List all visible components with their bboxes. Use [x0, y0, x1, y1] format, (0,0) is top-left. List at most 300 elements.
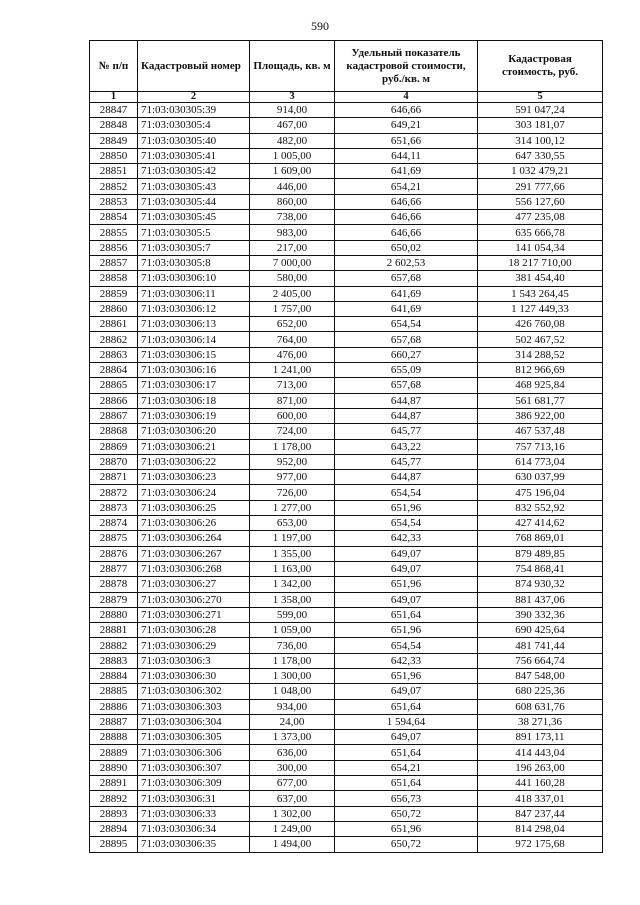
cell-cadastral-value: 757 713,16 [478, 439, 603, 454]
table-row [90, 240, 603, 255]
table-row [90, 164, 603, 179]
cell-cadastral-value: 468 925,84 [478, 378, 603, 393]
cell-area: 860,00 [250, 194, 335, 209]
cell-specific-value: 642,33 [335, 531, 478, 546]
cell-cadastral-number: 71:03:030305:43 [138, 179, 250, 194]
cell-specific-value: 654,21 [335, 760, 478, 775]
cell-cadastral-number: 71:03:030306:17 [138, 378, 250, 393]
cell-row-number: 28878 [90, 577, 138, 592]
cell-cadastral-value: 386 922,00 [478, 408, 603, 423]
header-row [90, 41, 603, 92]
cell-cadastral-value: 426 760,08 [478, 317, 603, 332]
cell-row-number: 28866 [90, 393, 138, 408]
cell-area: 726,00 [250, 485, 335, 500]
cell-area: 1 197,00 [250, 531, 335, 546]
cell-cadastral-number: 71:03:030306:29 [138, 638, 250, 653]
table-row [90, 638, 603, 653]
cell-cadastral-number: 71:03:030305:45 [138, 210, 250, 225]
cell-specific-value: 651,96 [335, 668, 478, 683]
table-row [90, 332, 603, 347]
cell-cadastral-value: 475 196,04 [478, 485, 603, 500]
cell-area: 983,00 [250, 225, 335, 240]
cell-area: 1 373,00 [250, 730, 335, 745]
cell-cadastral-number: 71:03:030306:268 [138, 561, 250, 576]
cell-cadastral-number: 71:03:030306:28 [138, 623, 250, 638]
cell-specific-value: 651,64 [335, 776, 478, 791]
cell-specific-value: 646,66 [335, 194, 478, 209]
cell-cadastral-number: 71:03:030306:302 [138, 684, 250, 699]
cell-cadastral-value: 441 160,28 [478, 776, 603, 791]
table-row [90, 378, 603, 393]
table-row [90, 714, 603, 729]
cell-cadastral-value: 756 664,74 [478, 653, 603, 668]
cell-row-number: 28862 [90, 332, 138, 347]
cell-specific-value: 649,21 [335, 118, 478, 133]
cell-specific-value: 649,07 [335, 561, 478, 576]
table-row [90, 668, 603, 683]
cell-cadastral-value: 303 181,07 [478, 118, 603, 133]
cell-cadastral-number: 71:03:030306:21 [138, 439, 250, 454]
cell-cadastral-value: 502 467,52 [478, 332, 603, 347]
table-row [90, 317, 603, 332]
table-row [90, 363, 603, 378]
cell-cadastral-number: 71:03:030306:264 [138, 531, 250, 546]
cell-cadastral-value: 614 773,04 [478, 454, 603, 469]
cell-specific-value: 651,64 [335, 607, 478, 622]
cell-cadastral-number: 71:03:030306:30 [138, 668, 250, 683]
cell-cadastral-value: 418 337,01 [478, 791, 603, 806]
cell-area: 724,00 [250, 424, 335, 439]
cell-cadastral-value: 314 100,12 [478, 133, 603, 148]
table-row [90, 485, 603, 500]
cell-cadastral-number: 71:03:030305:5 [138, 225, 250, 240]
cell-area: 599,00 [250, 607, 335, 622]
cell-cadastral-number: 71:03:030306:22 [138, 454, 250, 469]
cell-area: 653,00 [250, 516, 335, 531]
cell-specific-value: 641,69 [335, 301, 478, 316]
cell-row-number: 28887 [90, 714, 138, 729]
cell-specific-value: 651,96 [335, 500, 478, 515]
cell-cadastral-number: 71:03:030305:42 [138, 164, 250, 179]
cell-cadastral-number: 71:03:030306:31 [138, 791, 250, 806]
cell-row-number: 28861 [90, 317, 138, 332]
cell-area: 1 048,00 [250, 684, 335, 699]
cell-row-number: 28857 [90, 255, 138, 270]
cell-cadastral-number: 71:03:030306:16 [138, 363, 250, 378]
cell-area: 1 302,00 [250, 806, 335, 821]
cell-cadastral-number: 71:03:030305:7 [138, 240, 250, 255]
table-row [90, 699, 603, 714]
cell-specific-value: 645,77 [335, 424, 478, 439]
cell-row-number: 28881 [90, 623, 138, 638]
cell-cadastral-value: 196 263,00 [478, 760, 603, 775]
cell-area: 764,00 [250, 332, 335, 347]
cell-specific-value: 654,54 [335, 638, 478, 653]
cell-cadastral-value: 1 543 264,45 [478, 286, 603, 301]
cell-specific-value: 651,96 [335, 577, 478, 592]
cell-specific-value: 645,77 [335, 454, 478, 469]
table-row [90, 286, 603, 301]
cell-area: 1 059,00 [250, 623, 335, 638]
column-number: 3 [250, 92, 335, 103]
cell-row-number: 28870 [90, 454, 138, 469]
cell-row-number: 28859 [90, 286, 138, 301]
cell-row-number: 28858 [90, 271, 138, 286]
cell-cadastral-number: 71:03:030306:35 [138, 837, 250, 852]
cell-area: 1 300,00 [250, 668, 335, 683]
cell-cadastral-number: 71:03:030305:40 [138, 133, 250, 148]
header-cadastral-value: Кадастровая стоимость, руб. [478, 41, 603, 92]
cell-specific-value: 649,07 [335, 730, 478, 745]
cell-specific-value: 642,33 [335, 653, 478, 668]
cell-cadastral-number: 71:03:030306:33 [138, 806, 250, 821]
table-row [90, 760, 603, 775]
cell-cadastral-value: 414 443,04 [478, 745, 603, 760]
column-number: 5 [478, 92, 603, 103]
cell-cadastral-value: 768 869,01 [478, 531, 603, 546]
cell-cadastral-value: 635 666,78 [478, 225, 603, 240]
cell-row-number: 28886 [90, 699, 138, 714]
cell-cadastral-value: 680 225,36 [478, 684, 603, 699]
table-row [90, 225, 603, 240]
cell-specific-value: 657,68 [335, 378, 478, 393]
cell-row-number: 28875 [90, 531, 138, 546]
cell-row-number: 28872 [90, 485, 138, 500]
cell-specific-value: 651,96 [335, 821, 478, 836]
cell-row-number: 28880 [90, 607, 138, 622]
cell-specific-value: 651,64 [335, 699, 478, 714]
cell-cadastral-value: 427 414,62 [478, 516, 603, 531]
cell-row-number: 28885 [90, 684, 138, 699]
cell-specific-value: 649,07 [335, 546, 478, 561]
cell-row-number: 28855 [90, 225, 138, 240]
cell-area: 476,00 [250, 347, 335, 362]
cell-cadastral-number: 71:03:030306:26 [138, 516, 250, 531]
cell-cadastral-number: 71:03:030306:304 [138, 714, 250, 729]
cell-cadastral-value: 141 054,34 [478, 240, 603, 255]
cell-area: 636,00 [250, 745, 335, 760]
table-row [90, 776, 603, 791]
cell-cadastral-number: 71:03:030306:13 [138, 317, 250, 332]
cell-cadastral-value: 381 454,40 [478, 271, 603, 286]
cell-specific-value: 646,66 [335, 103, 478, 118]
cell-cadastral-number: 71:03:030305:41 [138, 148, 250, 163]
cell-cadastral-value: 38 271,36 [478, 714, 603, 729]
header-row-number: № п/п [90, 41, 138, 92]
cell-area: 1 005,00 [250, 148, 335, 163]
cell-row-number: 28867 [90, 408, 138, 423]
cell-row-number: 28848 [90, 118, 138, 133]
cell-cadastral-value: 874 930,32 [478, 577, 603, 592]
table-row [90, 301, 603, 316]
cell-cadastral-value: 832 552,92 [478, 500, 603, 515]
cell-area: 580,00 [250, 271, 335, 286]
cadastral-value-table [89, 40, 603, 853]
table-row [90, 347, 603, 362]
cell-cadastral-number: 71:03:030306:15 [138, 347, 250, 362]
cell-row-number: 28853 [90, 194, 138, 209]
cell-cadastral-value: 881 437,06 [478, 592, 603, 607]
cell-cadastral-value: 591 047,24 [478, 103, 603, 118]
table-row [90, 179, 603, 194]
cell-cadastral-number: 71:03:030306:303 [138, 699, 250, 714]
cell-row-number: 28851 [90, 164, 138, 179]
cell-area: 1 342,00 [250, 577, 335, 592]
cell-cadastral-value: 467 537,48 [478, 424, 603, 439]
cell-area: 300,00 [250, 760, 335, 775]
cell-cadastral-number: 71:03:030306:14 [138, 332, 250, 347]
cell-cadastral-number: 71:03:030306:18 [138, 393, 250, 408]
cell-row-number: 28892 [90, 791, 138, 806]
cell-row-number: 28876 [90, 546, 138, 561]
cell-area: 1 178,00 [250, 439, 335, 454]
cell-area: 736,00 [250, 638, 335, 653]
cell-area: 1 494,00 [250, 837, 335, 852]
cell-row-number: 28891 [90, 776, 138, 791]
cell-row-number: 28884 [90, 668, 138, 683]
cell-specific-value: 651,64 [335, 745, 478, 760]
cell-area: 637,00 [250, 791, 335, 806]
page-number: 590 [311, 19, 329, 33]
column-number-row [90, 92, 603, 103]
cell-area: 952,00 [250, 454, 335, 469]
cell-cadastral-value: 556 127,60 [478, 194, 603, 209]
cell-area: 467,00 [250, 118, 335, 133]
column-number: 2 [138, 92, 250, 103]
cell-specific-value: 654,54 [335, 516, 478, 531]
cell-specific-value: 646,66 [335, 210, 478, 225]
cell-cadastral-value: 812 966,69 [478, 363, 603, 378]
cell-cadastral-value: 847 548,00 [478, 668, 603, 683]
cell-area: 446,00 [250, 179, 335, 194]
cell-specific-value: 650,72 [335, 806, 478, 821]
cell-area: 1 163,00 [250, 561, 335, 576]
cell-row-number: 28893 [90, 806, 138, 821]
cell-row-number: 28850 [90, 148, 138, 163]
cell-area: 652,00 [250, 317, 335, 332]
cell-row-number: 28849 [90, 133, 138, 148]
cell-cadastral-value: 314 288,52 [478, 347, 603, 362]
cell-cadastral-number: 71:03:030306:270 [138, 592, 250, 607]
cell-specific-value: 644,11 [335, 148, 478, 163]
cell-area: 1 249,00 [250, 821, 335, 836]
cell-cadastral-value: 608 631,76 [478, 699, 603, 714]
cell-cadastral-value: 754 868,41 [478, 561, 603, 576]
table-row [90, 210, 603, 225]
cell-cadastral-number: 71:03:030305:39 [138, 103, 250, 118]
table-row [90, 607, 603, 622]
cell-cadastral-number: 71:03:030306:306 [138, 745, 250, 760]
cell-area: 934,00 [250, 699, 335, 714]
cell-row-number: 28890 [90, 760, 138, 775]
cell-row-number: 28854 [90, 210, 138, 225]
table-row [90, 439, 603, 454]
column-number: 4 [335, 92, 478, 103]
cell-specific-value: 654,21 [335, 179, 478, 194]
cell-row-number: 28860 [90, 301, 138, 316]
cell-specific-value: 644,87 [335, 408, 478, 423]
cell-row-number: 28852 [90, 179, 138, 194]
table-row [90, 516, 603, 531]
header-specific-value: Удельный показатель кадастровой стоимости, руб./кв. м [335, 41, 478, 92]
cell-cadastral-number: 71:03:030306:12 [138, 301, 250, 316]
table-row [90, 271, 603, 286]
table-row [90, 133, 603, 148]
cell-area: 1 609,00 [250, 164, 335, 179]
cell-cadastral-number: 71:03:030306:34 [138, 821, 250, 836]
cell-cadastral-value: 972 175,68 [478, 837, 603, 852]
cell-row-number: 28889 [90, 745, 138, 760]
cell-row-number: 28863 [90, 347, 138, 362]
cell-cadastral-number: 71:03:030306:3 [138, 653, 250, 668]
cell-cadastral-value: 481 741,44 [478, 638, 603, 653]
table-row [90, 684, 603, 699]
cell-area: 1 358,00 [250, 592, 335, 607]
table-body [90, 103, 603, 853]
table-row [90, 194, 603, 209]
cell-row-number: 28873 [90, 500, 138, 515]
cell-cadastral-number: 71:03:030305:8 [138, 255, 250, 270]
cell-area: 914,00 [250, 103, 335, 118]
cell-cadastral-value: 647 330,55 [478, 148, 603, 163]
cell-specific-value: 660,27 [335, 347, 478, 362]
cell-cadastral-value: 879 489,85 [478, 546, 603, 561]
cell-cadastral-value: 561 681,77 [478, 393, 603, 408]
cell-cadastral-number: 71:03:030306:307 [138, 760, 250, 775]
cell-specific-value: 656,73 [335, 791, 478, 806]
cell-specific-value: 654,54 [335, 317, 478, 332]
cell-cadastral-value: 814 298,04 [478, 821, 603, 836]
cell-area: 24,00 [250, 714, 335, 729]
cell-cadastral-value: 477 235,08 [478, 210, 603, 225]
cell-specific-value: 655,09 [335, 363, 478, 378]
table-row [90, 745, 603, 760]
cell-cadastral-value: 18 217 710,00 [478, 255, 603, 270]
cell-area: 677,00 [250, 776, 335, 791]
cell-area: 1 241,00 [250, 363, 335, 378]
cell-row-number: 28882 [90, 638, 138, 653]
cell-cadastral-number: 71:03:030306:305 [138, 730, 250, 745]
table-row [90, 255, 603, 270]
cell-area: 1 757,00 [250, 301, 335, 316]
table-row [90, 424, 603, 439]
cell-cadastral-value: 390 332,36 [478, 607, 603, 622]
cell-specific-value: 657,68 [335, 271, 478, 286]
table-row [90, 623, 603, 638]
cell-cadastral-number: 71:03:030306:23 [138, 470, 250, 485]
table-row [90, 118, 603, 133]
table-row [90, 103, 603, 118]
table-row [90, 791, 603, 806]
table-row [90, 531, 603, 546]
cell-specific-value: 646,66 [335, 225, 478, 240]
cell-specific-value: 650,72 [335, 837, 478, 852]
cell-row-number: 28894 [90, 821, 138, 836]
cell-specific-value: 657,68 [335, 332, 478, 347]
cell-row-number: 28847 [90, 103, 138, 118]
cell-row-number: 28877 [90, 561, 138, 576]
table-row [90, 577, 603, 592]
cell-row-number: 28871 [90, 470, 138, 485]
column-number: 1 [90, 92, 138, 103]
cell-specific-value: 650,02 [335, 240, 478, 255]
cell-specific-value: 2 602,53 [335, 255, 478, 270]
cell-row-number: 28879 [90, 592, 138, 607]
cell-row-number: 28888 [90, 730, 138, 745]
table-row [90, 837, 603, 852]
table-row [90, 454, 603, 469]
cell-cadastral-number: 71:03:030306:10 [138, 271, 250, 286]
cell-specific-value: 644,87 [335, 470, 478, 485]
cell-specific-value: 651,66 [335, 133, 478, 148]
table-row [90, 561, 603, 576]
table-row [90, 470, 603, 485]
table-row [90, 653, 603, 668]
cell-row-number: 28869 [90, 439, 138, 454]
cell-area: 1 277,00 [250, 500, 335, 515]
cell-specific-value: 649,07 [335, 684, 478, 699]
cell-area: 217,00 [250, 240, 335, 255]
cell-cadastral-number: 71:03:030306:20 [138, 424, 250, 439]
cell-cadastral-value: 1 127 449,33 [478, 301, 603, 316]
cell-specific-value: 644,87 [335, 393, 478, 408]
table-row [90, 821, 603, 836]
cell-row-number: 28856 [90, 240, 138, 255]
cell-specific-value: 649,07 [335, 592, 478, 607]
cell-cadastral-value: 630 037,99 [478, 470, 603, 485]
cell-cadastral-value: 1 032 479,21 [478, 164, 603, 179]
cell-row-number: 28874 [90, 516, 138, 531]
cell-specific-value: 1 594,64 [335, 714, 478, 729]
cell-cadastral-number: 71:03:030306:11 [138, 286, 250, 301]
cell-cadastral-number: 71:03:030306:267 [138, 546, 250, 561]
table-row [90, 393, 603, 408]
cell-specific-value: 641,69 [335, 286, 478, 301]
cell-specific-value: 651,96 [335, 623, 478, 638]
cell-area: 1 355,00 [250, 546, 335, 561]
table-row [90, 500, 603, 515]
cell-cadastral-number: 71:03:030306:309 [138, 776, 250, 791]
cell-specific-value: 654,54 [335, 485, 478, 500]
cell-area: 600,00 [250, 408, 335, 423]
table-row [90, 148, 603, 163]
cell-row-number: 28864 [90, 363, 138, 378]
cell-cadastral-value: 690 425,64 [478, 623, 603, 638]
cell-row-number: 28865 [90, 378, 138, 393]
cell-cadastral-value: 891 173,11 [478, 730, 603, 745]
cell-cadastral-number: 71:03:030305:44 [138, 194, 250, 209]
cell-row-number: 28868 [90, 424, 138, 439]
cell-row-number: 28895 [90, 837, 138, 852]
cell-area: 738,00 [250, 210, 335, 225]
cell-row-number: 28883 [90, 653, 138, 668]
cell-area: 7 000,00 [250, 255, 335, 270]
cell-cadastral-value: 847 237,44 [478, 806, 603, 821]
cell-area: 871,00 [250, 393, 335, 408]
cell-cadastral-number: 71:03:030306:271 [138, 607, 250, 622]
table-row [90, 546, 603, 561]
header-area: Площадь, кв. м [250, 41, 335, 92]
table-row [90, 592, 603, 607]
cell-area: 713,00 [250, 378, 335, 393]
cell-specific-value: 641,69 [335, 164, 478, 179]
cell-area: 2 405,00 [250, 286, 335, 301]
cell-area: 977,00 [250, 470, 335, 485]
cell-cadastral-value: 291 777,66 [478, 179, 603, 194]
cell-cadastral-number: 71:03:030306:27 [138, 577, 250, 592]
header-cadastral-number: Кадастровый номер [138, 41, 250, 92]
cell-specific-value: 643,22 [335, 439, 478, 454]
